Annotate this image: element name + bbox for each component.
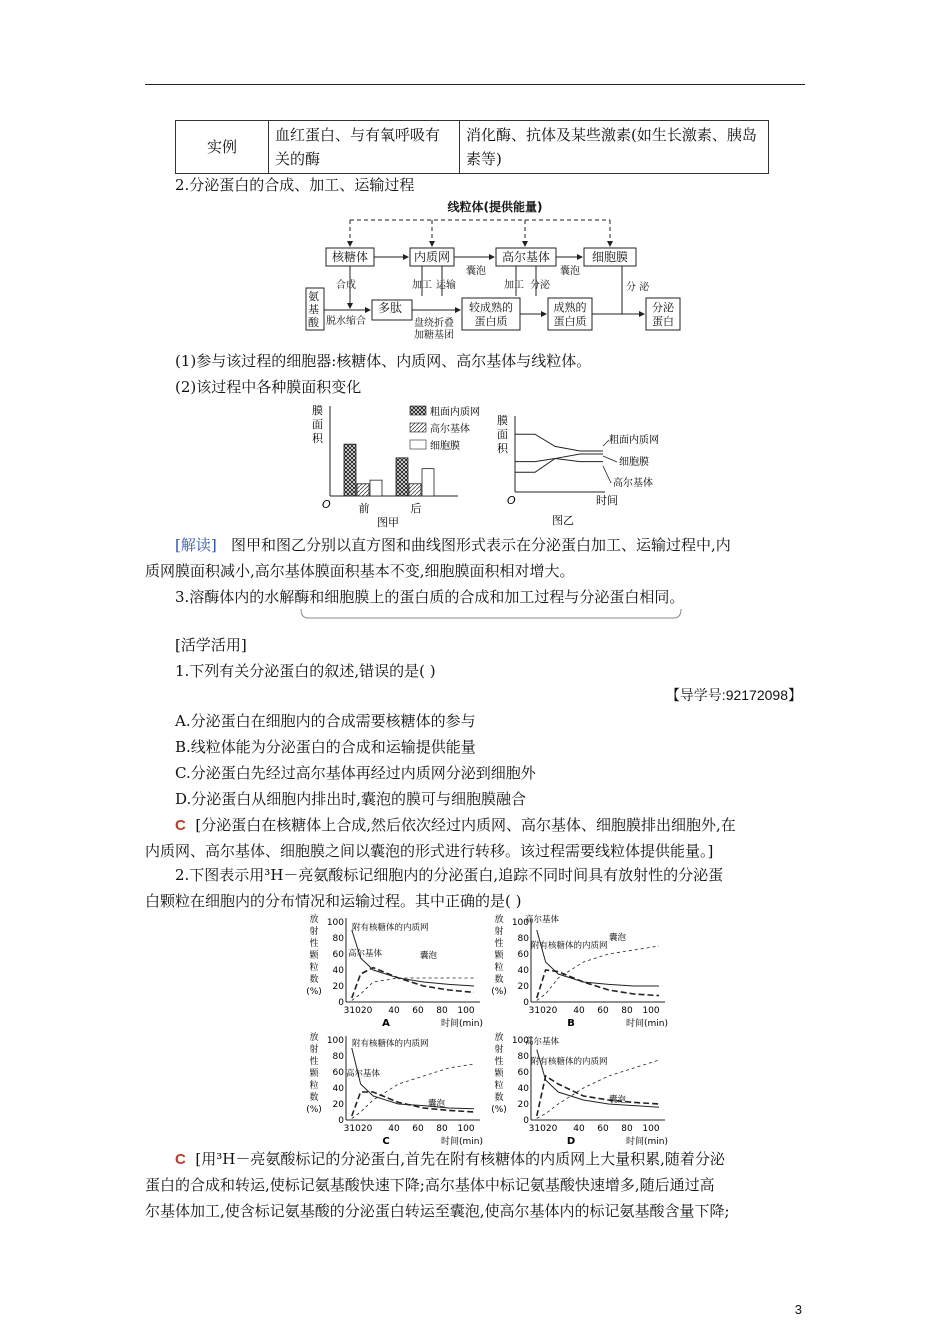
option-ytick: 0 [338,1116,344,1126]
option-series-label: 附有核糖体的内质网 [352,923,429,933]
option-ylabel-char: 粒 [309,1081,319,1091]
option-chart-C [306,1031,483,1147]
table-row-label: 实例 [176,121,269,174]
option-xlabel: 时间(min) [626,1137,668,1147]
option-series-line [537,930,659,986]
node-mature-2: 蛋白质 [553,315,587,328]
folding-label-2: 加糖基团 [414,330,454,341]
jia-caption: 图甲 [377,516,399,529]
amino-acid-char-3: 酸 [308,316,319,329]
table-cell-intracellular: 血红蛋白、与有氧呼吸有关的酶 [269,121,460,174]
option-series-line [537,946,659,1000]
q1-option-c: C.分泌蛋白先经过高尔基体再经过内质网分泌到细胞外 [175,764,536,782]
vesicle-label-1: 囊泡 [466,266,486,277]
yi-ylabel-1: 膜 [497,414,508,427]
option-chart-A [306,913,483,1029]
option-title: D [566,1136,576,1147]
option-ylabel-char: 射 [494,927,504,937]
jia-xtick-before: 前 [358,502,370,515]
node-secreted-1: 分泌 [652,301,674,314]
yi-caption: 图乙 [552,514,574,527]
question-1: 1.下列有关分泌蛋白的叙述,错误的是( ) [175,662,436,680]
option-ytick: 60 [517,950,529,960]
option-ylabel-char: 性 [309,939,319,949]
legend-swatch-membrane [410,440,426,449]
option-charts [300,910,680,1147]
fig-yi [495,412,685,530]
amino-acid-char-2: 基 [308,303,319,316]
option-series-label: 囊泡 [420,951,438,961]
option-series-label: 高尔基体 [525,915,560,925]
para-membrane-change: (2)该过程中各种膜面积变化 [175,378,362,396]
option-series-line [352,1092,474,1116]
node-ribosome: 核糖体 [331,250,369,264]
amino-acid-char-1: 氨 [308,290,319,303]
answer-1-line-1 [175,812,736,839]
option-series-line [537,1076,659,1116]
jia-bar-1-2 [422,469,434,496]
secrete-label-2: 分 泌 [626,282,650,293]
jiedu-text-1: 图甲和图乙分别以直方图和曲线图形式表示在分泌蛋白加工、运输过程中,内 [231,536,731,554]
option-series-label: 囊泡 [428,1099,446,1109]
option-xtick: 40 [388,1124,400,1134]
legend-membrane: 细胞膜 [430,441,460,452]
q1-option-a: A.分泌蛋白在细胞内的合成需要核糖体的参与 [175,712,476,730]
option-ylabel-char: (%) [491,1105,507,1115]
option-xtick: 31020 [343,1006,373,1016]
answer-2-letter: C [175,1151,186,1168]
option-xtick: 100 [642,1006,660,1016]
node-membrane: 细胞膜 [591,250,629,264]
secretion-flow-diagram [300,196,690,341]
jiedu-tag: [解读] [175,536,217,554]
jiedu-line-2: 质网膜面积减小,高尔基体膜面积基本不变,细胞膜面积相对增大。 [145,562,575,580]
node-golgi: 高尔基体 [501,250,551,264]
option-ytick: 80 [332,1052,344,1062]
option-xtick: 40 [573,1124,585,1134]
option-xtick: 31020 [528,1006,558,1016]
jia-bar-1-1 [409,484,421,496]
jia-bar-0-2 [370,480,382,496]
option-ylabel-char: 射 [494,1045,504,1055]
table-cell-secreted: 消化酶、抗体及某些激素(如生长激素、胰岛素等) [460,121,769,174]
dehydration-label: 脱水缩合 [326,316,366,327]
q1-option-d: D.分泌蛋白从细胞内排出时,囊泡的膜可与细胞膜融合 [175,790,527,808]
option-ytick: 80 [517,1052,529,1062]
option-ylabel-char: 数 [309,975,319,985]
node-er: 内质网 [413,250,451,264]
yi-label-golgi: 高尔基体 [613,478,653,489]
option-ytick: 20 [332,1100,344,1110]
option-ytick: 20 [332,982,344,992]
q1-option-b: B.线粒体能为分泌蛋白的合成和运输提供能量 [175,738,476,756]
option-title: A [382,1018,390,1029]
option-xtick: 100 [457,1124,475,1134]
option-ylabel-char: 数 [494,975,504,985]
option-ylabel-char: 数 [309,1093,319,1103]
option-title: B [567,1018,575,1029]
answer-2-text-1: [用³H－亮氨酸标记的分泌蛋白,首先在附有核糖体的内质网上大量积累,随着分泌 [195,1150,725,1168]
option-ylabel-char: 粒 [494,1081,504,1091]
option-ytick: 60 [332,1068,344,1078]
option-xtick: 60 [412,1006,424,1016]
example-table [175,120,769,174]
answer-1-line-2: 内质网、高尔基体、细胞膜之间以囊泡的形式进行转移。该过程需要线粒体提供能量。] [145,842,714,860]
option-series-label: 附有核糖体的内质网 [531,1057,608,1067]
section-title: 2.分泌蛋白的合成、加工、运输过程 [175,176,415,194]
option-xtick: 100 [457,1006,475,1016]
option-ylabel-char: 放 [309,915,319,925]
yi-xlabel: 时间 [596,494,618,507]
option-ylabel-char: 性 [494,939,504,949]
option-series-label: 高尔基体 [346,1069,381,1079]
jia-bar-0-0 [344,444,356,496]
option-xtick: 80 [436,1124,448,1134]
node-mature-1: 成熟的 [553,301,587,314]
option-ytick: 100 [326,1036,344,1046]
yi-label-er: 粗面内质网 [609,435,659,446]
option-xtick: 80 [621,1124,633,1134]
option-ylabel-char: 性 [309,1057,319,1067]
jia-origin: O [322,498,331,511]
jia-xtick-after: 后 [410,502,422,515]
option-xtick: 100 [642,1124,660,1134]
option-xtick: 60 [412,1124,424,1134]
option-ytick: 0 [523,1116,529,1126]
header-rule [145,84,805,85]
option-ytick: 40 [332,1084,344,1094]
yi-line-2 [515,459,603,462]
folding-label-1: 盘绕折叠 [414,318,454,329]
option-ylabel-char: 放 [309,1033,319,1043]
option-ylabel-char: (%) [306,987,322,997]
option-xlabel: 时间(min) [441,1019,483,1029]
fig-jia [308,402,480,529]
answer-1-letter: C [175,817,186,834]
option-xlabel: 时间(min) [441,1137,483,1147]
option-series-label: 附有核糖体的内质网 [531,941,608,951]
option-ytick: 100 [326,918,344,928]
option-ytick: 0 [338,998,344,1008]
node-immature-1: 较成熟的 [469,301,513,314]
option-xtick: 40 [388,1006,400,1016]
option-series-label: 囊泡 [609,933,627,943]
option-ylabel-char: 颗 [494,1069,504,1079]
legend-golgi: 高尔基体 [430,424,470,435]
option-xtick: 31020 [343,1124,373,1134]
option-chart-D [491,1031,668,1147]
option-xtick: 80 [436,1006,448,1016]
option-xtick: 80 [621,1006,633,1016]
process-label-2: 加工 [504,280,524,291]
jia-ylabel-3: 积 [312,432,323,445]
option-ytick: 40 [332,966,344,976]
answer-1-text-1: [分泌蛋白在核糖体上合成,然后依次经过内质网、高尔基体、细胞膜排出细胞外,在 [195,816,736,834]
section-bracket [300,608,682,624]
legend-swatch-golgi [410,423,426,432]
process-label-1: 加工 [412,280,432,291]
question-2-line-2: 白颗粒在细胞内的分布情况和运输过程。其中正确的是( ) [145,892,522,910]
secrete-label-1: 分泌 [530,280,550,291]
jia-ylabel-2: 面 [312,418,323,431]
option-ytick: 80 [332,934,344,944]
option-ytick: 20 [517,1100,529,1110]
mito-label: 线粒体(提供能量) [447,200,543,214]
option-xtick: 60 [597,1124,609,1134]
node-secreted-2: 蛋白 [652,315,674,328]
jia-ylabel-1: 膜 [312,404,323,417]
option-series-label: 囊泡 [609,1095,627,1105]
option-series-line [537,970,659,998]
yi-label-membrane: 细胞膜 [619,457,649,468]
transport-label: 运输 [436,280,456,291]
option-xtick: 31020 [528,1124,558,1134]
answer-2-line-1 [175,1146,725,1173]
option-ylabel-char: 射 [309,927,319,937]
jia-bar-0-1 [357,484,369,496]
option-ylabel-char: (%) [491,987,507,997]
option-series-label: 附有核糖体的内质网 [352,1039,429,1049]
question-2-line-1: 2.下图表示用³H－亮氨酸标记细胞内的分泌蛋白,追踪不同时间具有放射性的分泌蛋 [175,866,724,884]
option-ylabel-char: 颗 [309,951,319,961]
para-lysosome: 3.溶酶体内的水解酶和细胞膜上的蛋白质的合成和加工过程与分泌蛋白相同。 [175,588,685,606]
legend-er: 粗面内质网 [430,407,480,418]
option-ylabel-char: 射 [309,1045,319,1055]
node-polypeptide: 多肽 [377,301,403,315]
option-series-label: 高尔基体 [525,1037,560,1047]
option-ytick: 40 [517,966,529,976]
jia-bar-1-0 [396,458,408,496]
option-xlabel: 时间(min) [626,1019,668,1029]
node-immature-2: 蛋白质 [474,315,508,328]
option-title: C [382,1136,390,1147]
option-ytick: 20 [517,982,529,992]
option-ytick: 60 [332,950,344,960]
option-ytick: 80 [517,934,529,944]
answer-2-line-3: 尔基体加工,使含标记氨基酸的分泌蛋白转运至囊泡,使高尔基体内的标记氨基酸含量下降; [145,1202,730,1220]
para-organelles: (1)参与该过程的细胞器:核糖体、内质网、高尔基体与线粒体。 [175,352,592,370]
yi-line-0 [515,434,603,451]
option-xtick: 40 [573,1006,585,1016]
option-xtick: 60 [597,1006,609,1016]
option-ylabel-char: 粒 [494,963,504,973]
option-ylabel-char: (%) [306,1105,322,1115]
option-ylabel-char: 颗 [494,951,504,961]
yi-ylabel-2: 面 [497,428,508,441]
option-ytick: 100 [511,1036,529,1046]
option-ytick: 60 [517,1068,529,1078]
option-ytick: 100 [511,918,529,928]
option-ylabel-char: 性 [494,1057,504,1067]
synthesis-label: 合成 [336,280,356,291]
legend-swatch-er [410,406,426,415]
option-ytick: 0 [523,998,529,1008]
option-ytick: 40 [517,1084,529,1094]
jiedu-line-1 [175,532,731,558]
practice-heading: [活学活用] [175,636,247,654]
option-ylabel-char: 放 [494,915,504,925]
option-ylabel-char: 颗 [309,1069,319,1079]
option-ylabel-char: 放 [494,1033,504,1043]
option-series-label: 高尔基体 [348,949,383,959]
option-ylabel-char: 数 [494,1093,504,1103]
page-number: 3 [794,1302,802,1317]
option-series-line [352,968,474,998]
answer-2-line-2: 蛋白的合成和转运,使标记氨基酸快速下降;高尔基体中标记氨基酸快速增多,随后通过高 [145,1176,715,1194]
yi-ylabel-3: 积 [497,442,508,455]
option-series-line [352,978,474,1000]
option-chart-B [491,913,668,1029]
guide-number: 【导学号:92172098】 [665,687,802,703]
yi-origin: O [507,494,516,507]
yi-line-1 [515,454,603,472]
option-ylabel-char: 粒 [309,963,319,973]
vesicle-label-2: 囊泡 [560,266,580,277]
